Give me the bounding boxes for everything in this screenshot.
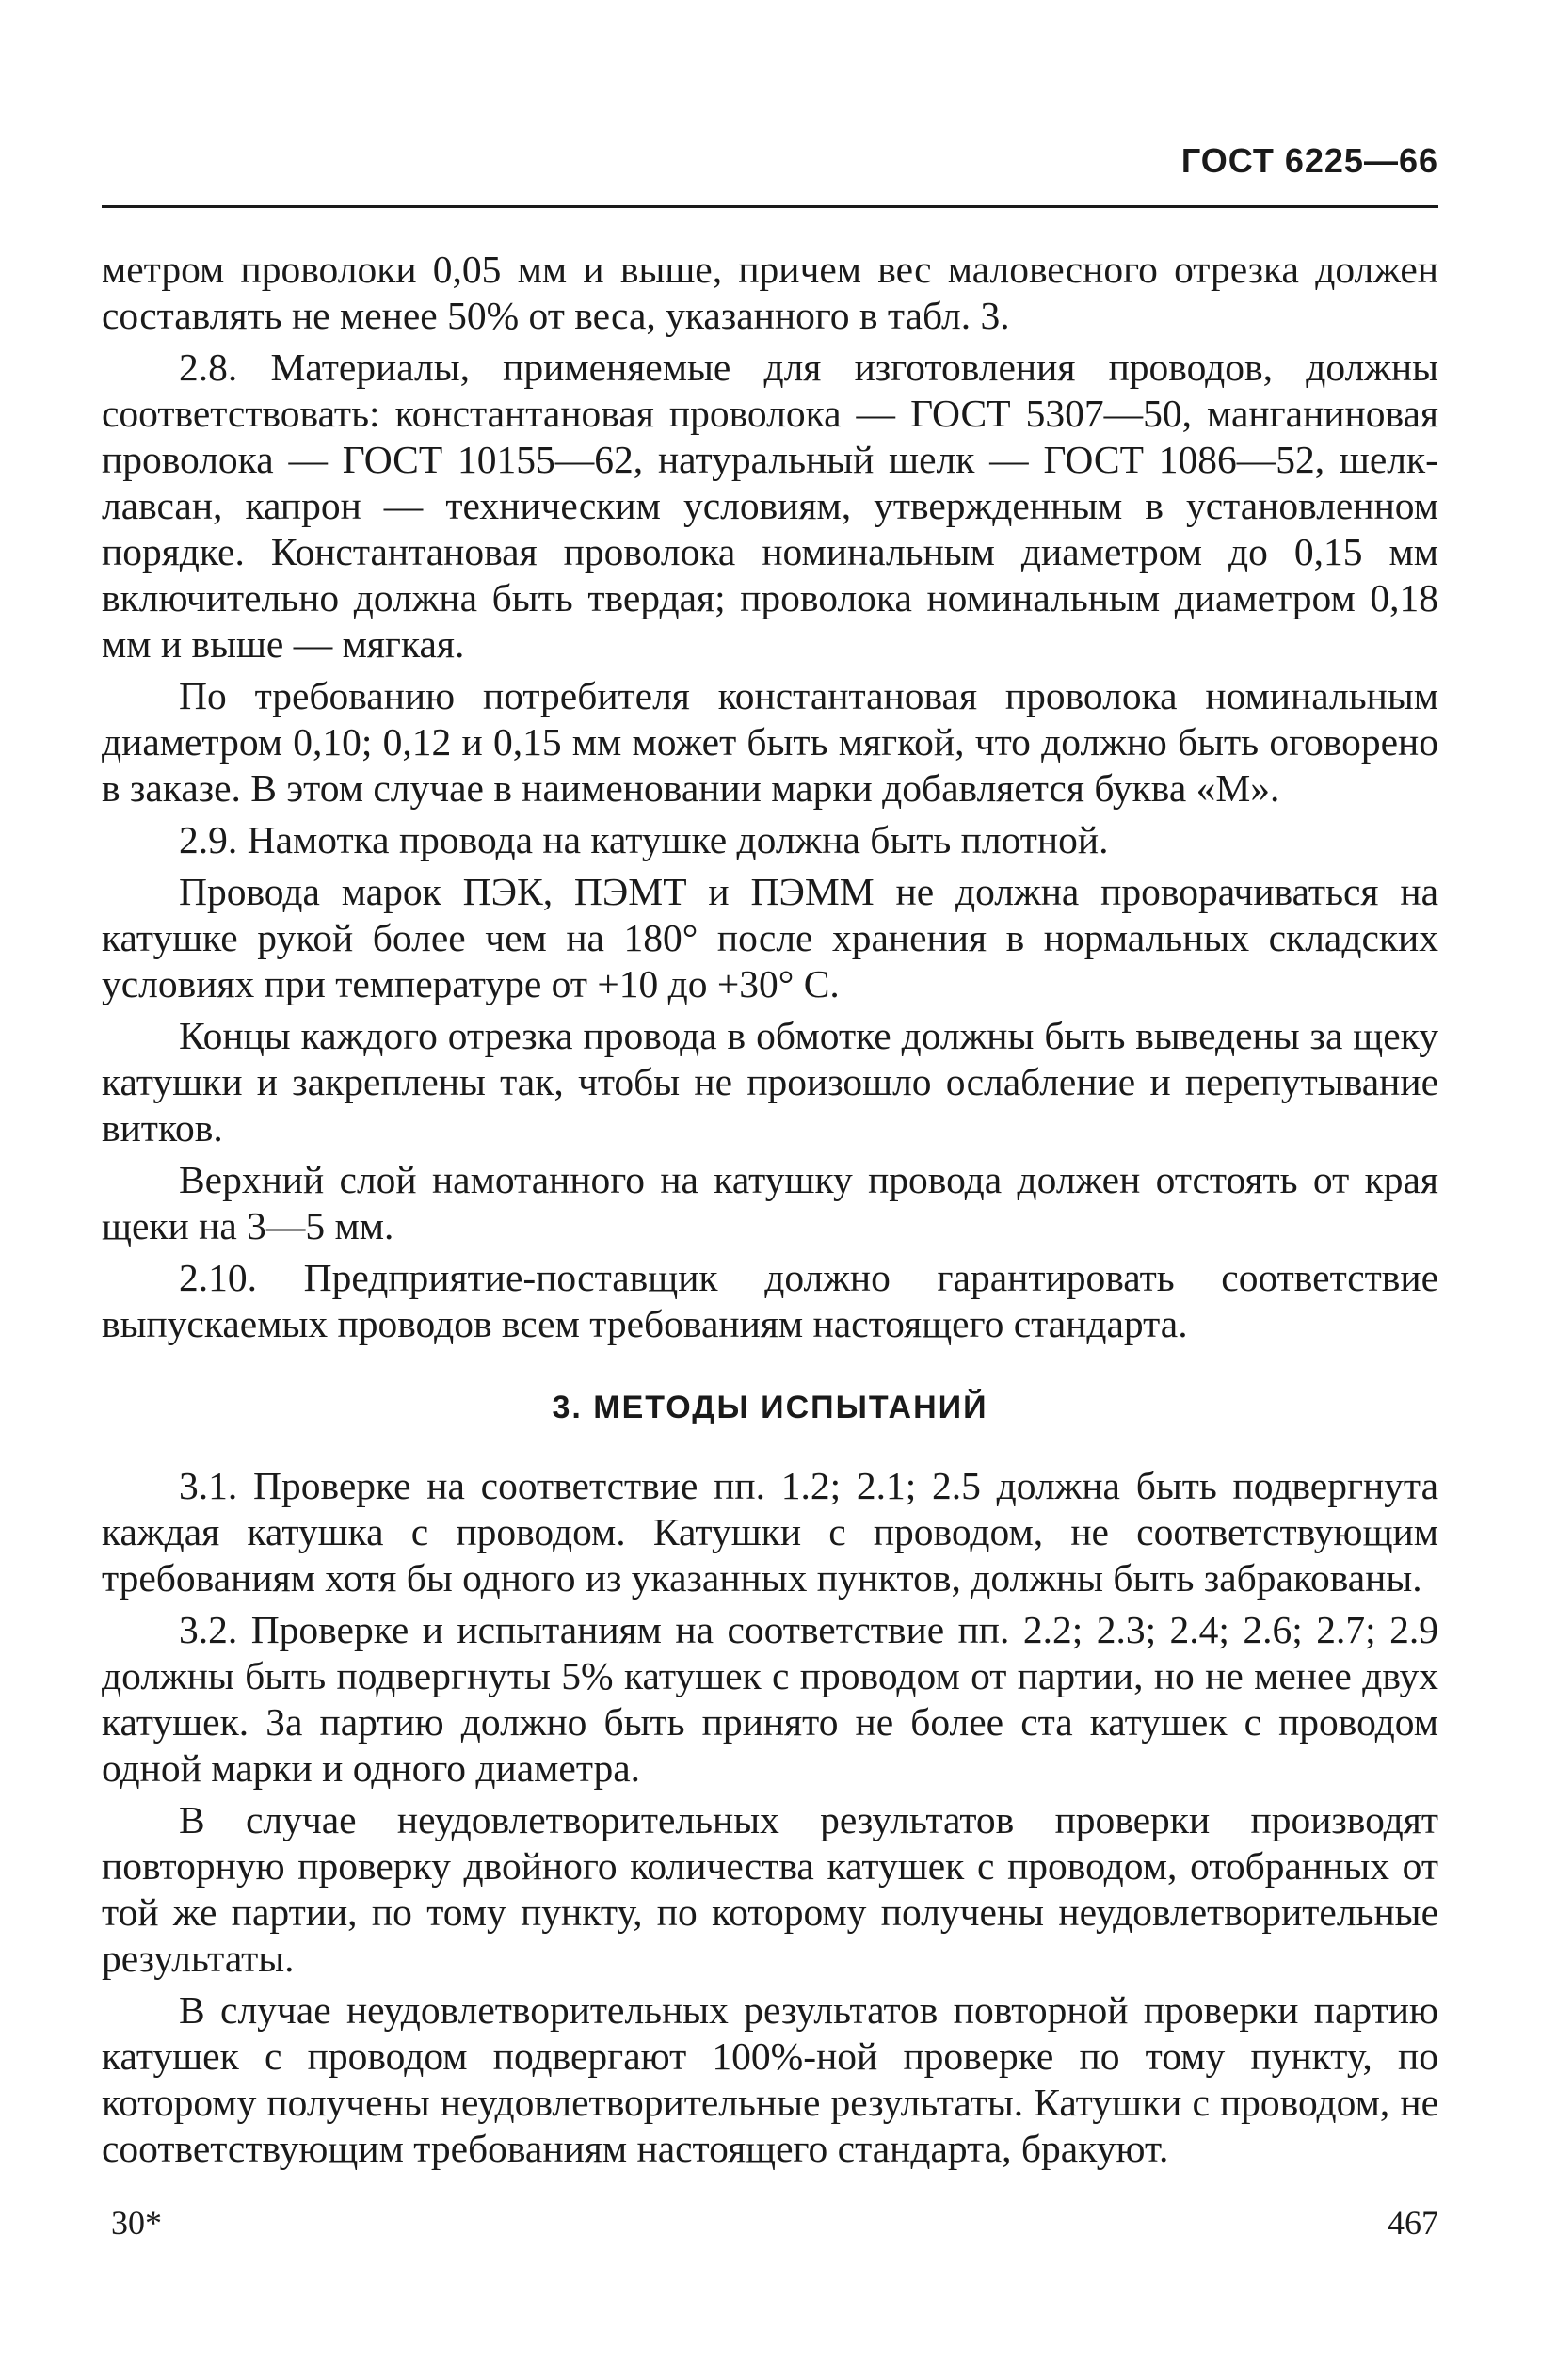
paragraph-retest: В случае неудовлетворительных результатов проверки производят повторную проверку двойного количества катушек с проводом, отобранных от той же партии, по тому пункту, по которому получены неудовлетворительные результаты. [102,1798,1438,1980]
paragraph-consumer-request: По требованию потребителя константановая проволока номинальным диаметром 0,10; 0,12 и 0,15 мм может быть мягкой, что должно быть оговорено в заказе. В этом случае в наименовании марки добавляется буква «М». [102,674,1438,810]
section-heading: 3. МЕТОДЫ ИСПЫТАНИЙ [552,1390,988,1425]
paragraph-continuation: метром проволоки 0,05 мм и выше, причем вес маловесного отрезка должен составлять не менее 50% от веса, указанного в табл. 3. [102,248,1438,337]
paragraph-2-10: 2.10. Предприятие-поставщик должно гарантировать соответствие выпускаемых проводов всем требованиям настоящего стандарта. [102,1256,1438,1345]
header-rule [102,205,1438,208]
paragraph-3-2: 3.2. Проверке и испытаниям на соответствие пп. 2.2; 2.3; 2.4; 2.6; 2.7; 2.9 должны быть подвергнуты 5% катушек с проводом от партии, но не менее двух катушек. За партию должно быть принято не более ста катушек с проводом одной марки и одного диаметра. [102,1608,1438,1790]
page-body [102,247,1438,2178]
paragraph-3-1: 3.1. Проверке на соответствие пп. 1.2; 2.1; 2.5 должна быть подвергнута каждая катушка с проводом. Катушки с проводом, не соответствующим требованиям хотя бы одного из указанных пунктов, должны быть забракованы. [102,1464,1438,1600]
paragraph-full-inspection: В случае неудовлетворительных результатов повторной проверки партию катушек с проводом подвергают 100%-ной проверке по тому пункту, по которому получены неудовлетворительные результаты. Катушки с проводом, не соответствующим требованиям настоящего стандарта, бракуют. [102,1988,1438,2170]
paragraph-wire-ends: Концы каждого отрезка провода в обмотке должны быть выведены за щеку катушки и закреплены так, чтобы не произошло ослабление и перепутывание витков. [102,1014,1438,1150]
paragraph-top-layer: Верхний слой намотанного на катушку провода должен отстоять от края щеки на 3—5 мм. [102,1158,1438,1247]
paragraph-wire-grades: Провода марок ПЭК, ПЭМТ и ПЭММ не должна проворачиваться на катушке рукой более чем на 180° после хранения в нормальных складских условиях при температуре от +10 до +30° С. [102,870,1438,1005]
signature-mark: 30* [111,2204,162,2242]
running-head: ГОСТ 6225—66 [1180,141,1438,180]
paragraph-2-8: 2.8. Материалы, применяемые для изготовления проводов, должны соответствовать: константановая проволока — ГОСТ 5307—50, манганиновая проволока — ГОСТ 10155—62, натуральный шелк — ГОСТ 1086—52, шелк-лавсан, капрон — техническим условиям, утвержденным в установленном порядке. Константановая проволока номинальным диаметром до 0,15 мм включительно должна быть твердая; проволока номинальным диаметром 0,18 мм и выше — мягкая. [102,346,1438,666]
page-number: 467 [1388,2204,1438,2242]
paragraph-2-9: 2.9. Намотка провода на катушке должна быть плотной. [179,818,1109,861]
